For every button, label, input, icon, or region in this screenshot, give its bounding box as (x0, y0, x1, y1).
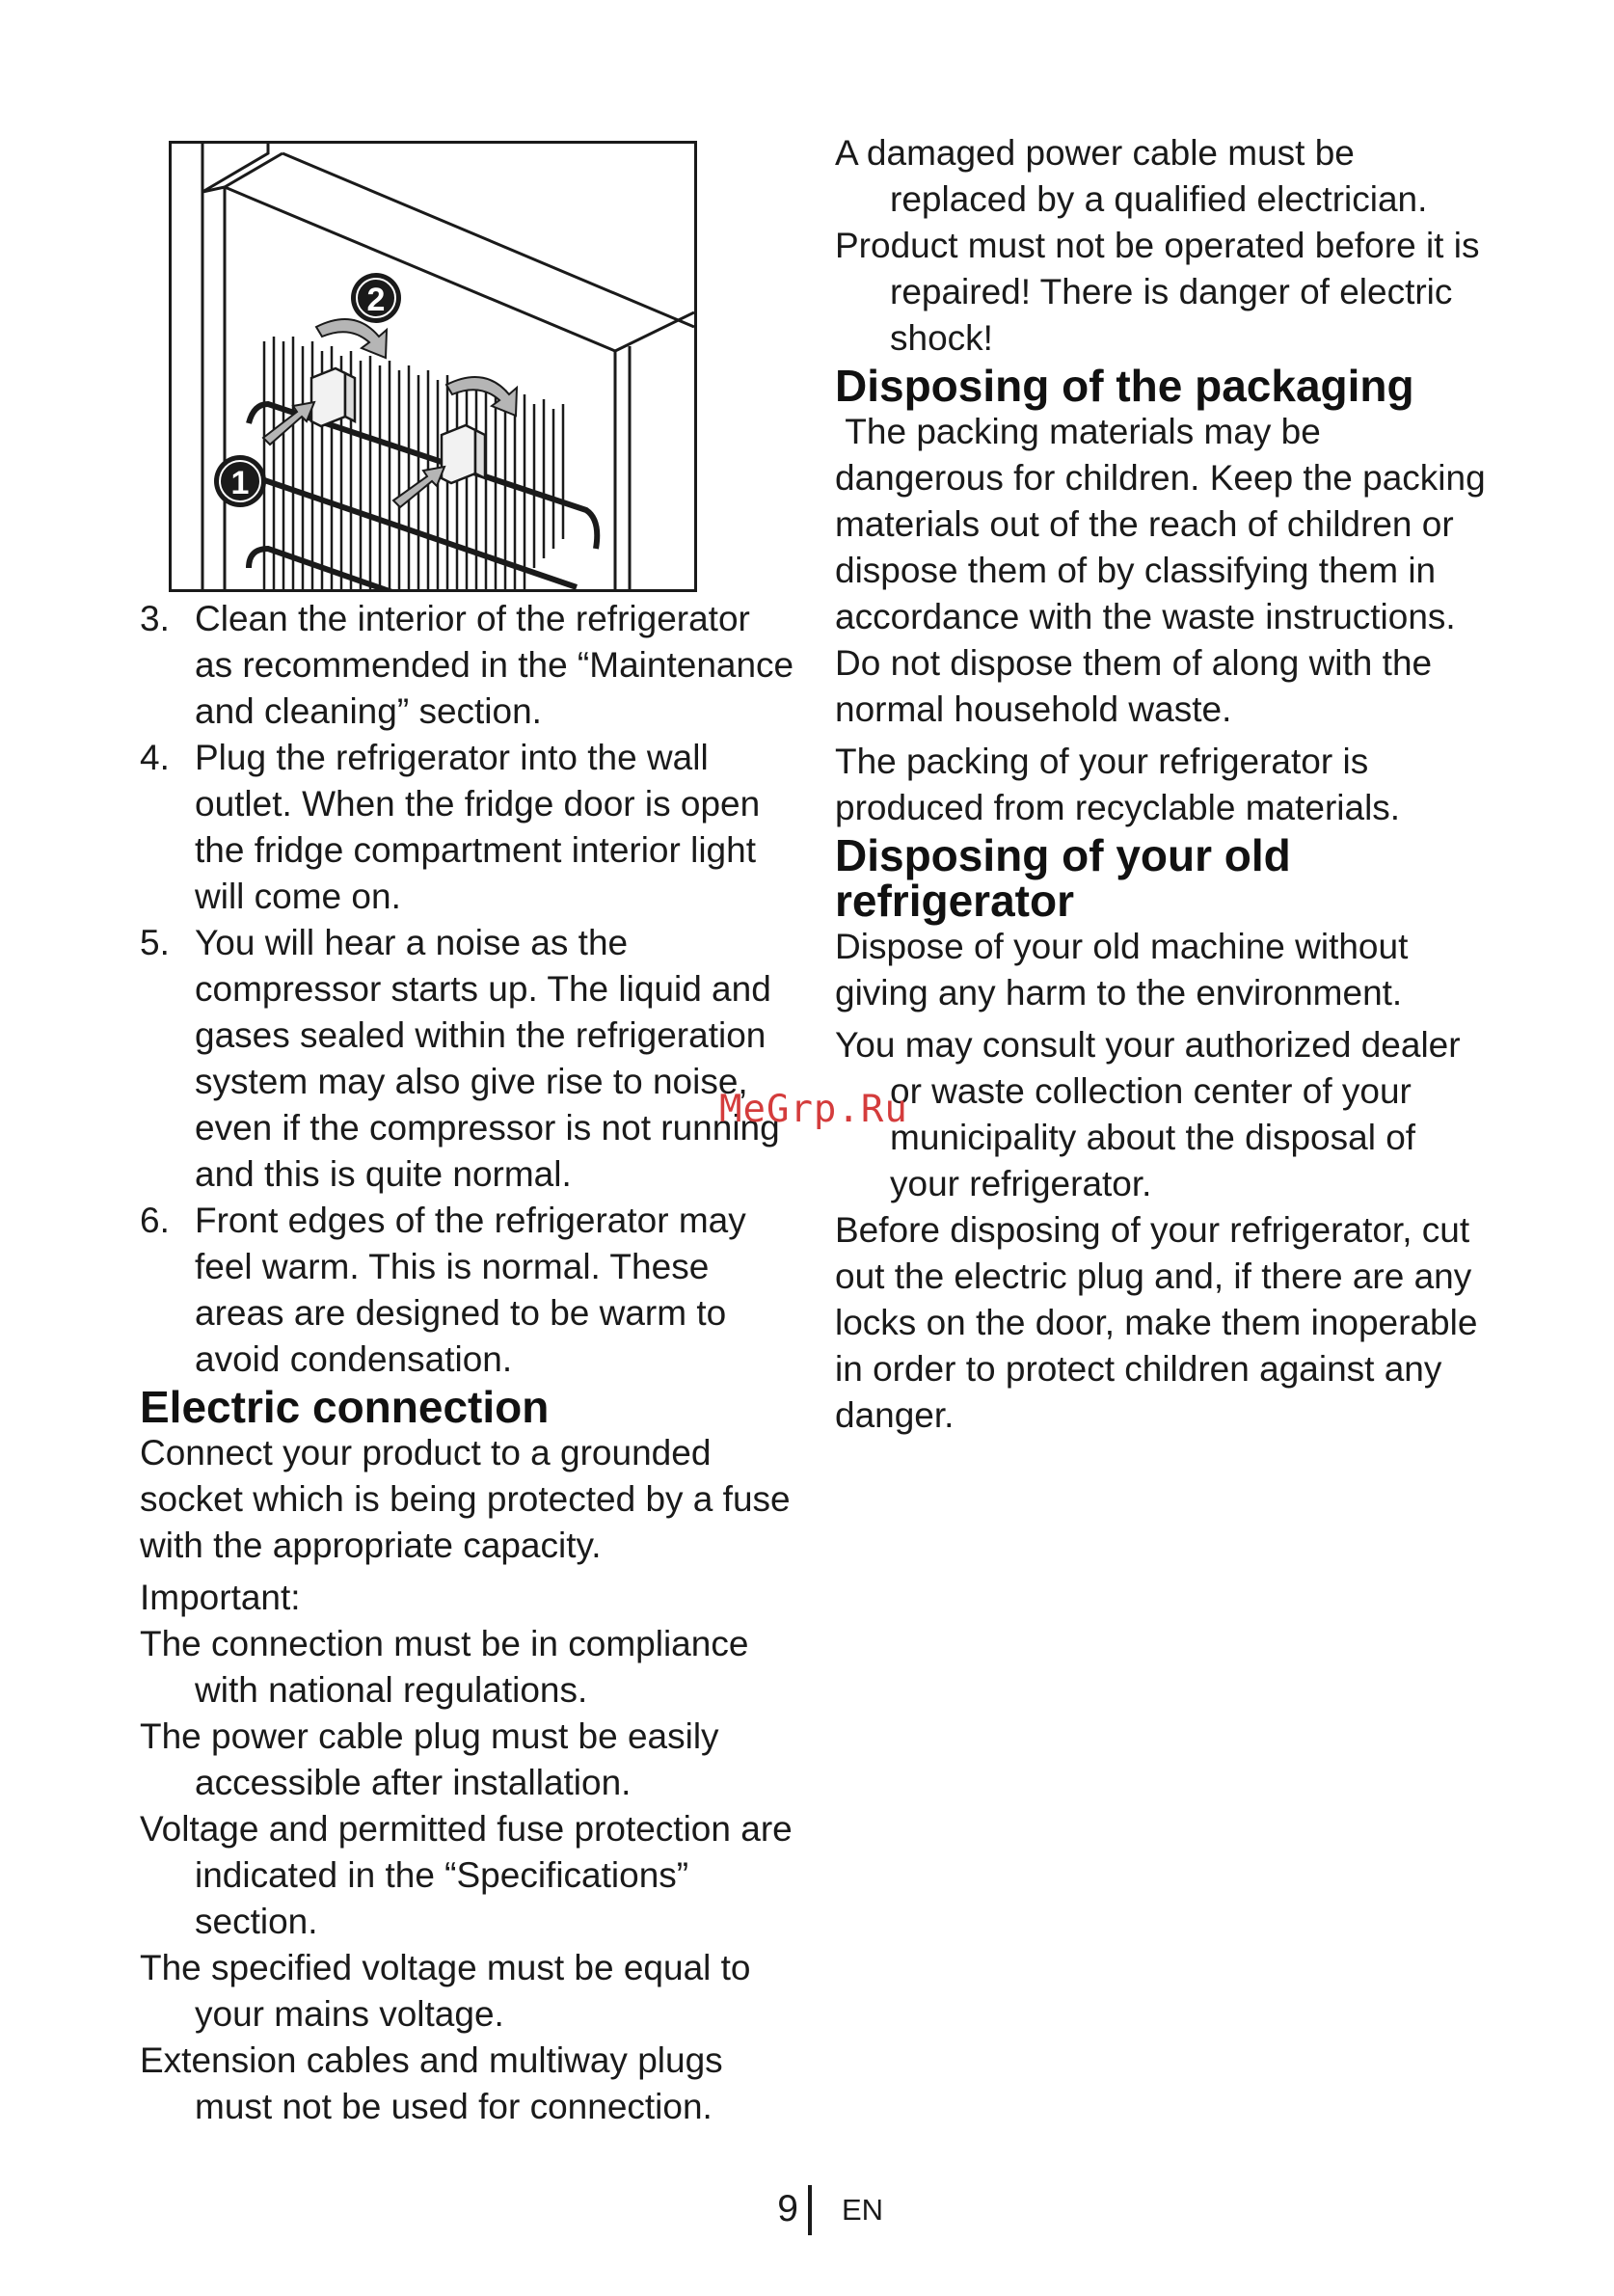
packaging-heading: Disposing of the packaging (835, 361, 1414, 411)
figure-label-1: 1 (230, 465, 250, 501)
electric-connection-intro: Connect your product to a grounded socket which is being protected by a fuse with the appropriate capacity. (140, 1433, 791, 1565)
step-item: 4. Plug the refrigerator into the wall outlet. When the fridge door is open the fridge compartment interior light will come on. (140, 738, 761, 916)
watermark: MeGrp.Ru (719, 1088, 908, 1131)
cable-warning-item: A damaged power cable must be replaced by a qualified electrician. (835, 133, 1428, 219)
old-refrigerator-paragraph: Dispose of your old machine without giving any harm to the environment. (835, 927, 1409, 1013)
footer-divider (808, 2185, 812, 2235)
right-column (835, 130, 1495, 1439)
packaging-paragraph: The packing materials may be dangerous for children. Keep the packing materials out of the reach of children or dispose them of by classifying them in accordance with the waste instructions. Do not dispose them of along with the normal household waste. (835, 412, 1495, 729)
step-item: 3. Clean the interior of the refrigerator as recommended in the “Maintenance and cleaning” section. (140, 599, 794, 731)
old-refrigerator-plug-paragraph: Before disposing of your refrigerator, cut out the electric plug and, if there are any locks on the door, make them inoperable in order to protect children against any danger. (835, 1210, 1478, 1435)
important-item: Extension cables and multiway plugs must not be used for connection. (140, 2040, 723, 2126)
language-code: EN (842, 2193, 884, 2227)
refrigerator-back-drawing (172, 144, 694, 589)
important-label: Important: (140, 1578, 301, 1617)
step-item: 6. Front edges of the refrigerator may feel warm. This is normal. These areas are designed to be warm to avoid condensation. (140, 1201, 746, 1379)
step-item: 5. You will hear a noise as the compressor starts up. The liquid and gases sealed within the refrigeration system may also give rise to noise, even if the compressor is not running and this is quite normal. (140, 923, 780, 1194)
important-item: The power cable plug must be easily accessible after installation. (140, 1716, 719, 1802)
page-number: 9 (777, 2188, 798, 2229)
important-item: Voltage and permitted fuse protection are indicated in the “Specifications” section. (140, 1809, 793, 1941)
installation-steps (140, 596, 795, 1383)
packaging-recycle-paragraph: The packing of your refrigerator is produced from recyclable materials. (835, 742, 1401, 827)
old-refrigerator-heading: Disposing of your old refrigerator (835, 830, 1291, 926)
important-item: The specified voltage must be equal to your mains voltage. (140, 1948, 751, 2034)
important-item: The connection must be in compliance with national regulations. (140, 1624, 749, 1710)
cable-warning-item: Product must not be operated before it is repaired! There is danger of electric shock! (835, 226, 1480, 358)
old-refrigerator-item: You may consult your authorized dealer or waste collection center of your municipality about the disposal of your refrigerator. (835, 1025, 1461, 1203)
installation-illustration (169, 141, 697, 592)
left-column (140, 596, 795, 2130)
figure-label-2: 2 (366, 282, 386, 318)
electric-connection-heading: Electric connection (140, 1382, 550, 1432)
page-footer (0, 2185, 1614, 2239)
